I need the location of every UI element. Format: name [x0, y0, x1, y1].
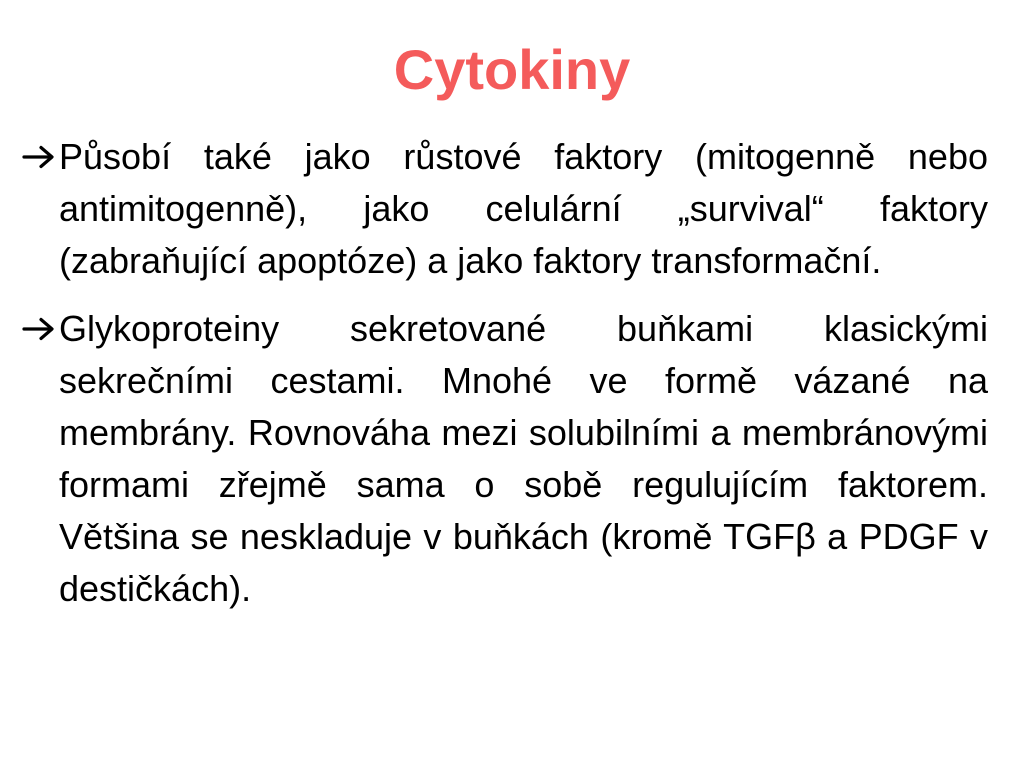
bullet-item	[22, 303, 988, 615]
bullet-text: Glykoproteiny sekretované buňkami klasickými sekrečními cestami. Mnohé ve formě vázané na membrány. Rovnováha mezi solubilními a membránovými formami zřejmě sama o sobě regulujícím faktorem. Většina se neskladuje v buňkách (kromě TGFβ a PDGF v destičkách).	[59, 308, 988, 609]
arrow-right-icon	[22, 303, 59, 355]
bullet-text: Působí také jako růstové faktory (mitogenně nebo antimitogenně), jako celulární „survival“ faktory (zabraňující apoptóze) a jako faktory transformační.	[59, 136, 988, 281]
bullet-list	[22, 131, 988, 615]
bullet-item	[22, 131, 988, 287]
arrow-right-icon	[22, 131, 59, 183]
slide-title: Cytokiny	[393, 38, 631, 101]
